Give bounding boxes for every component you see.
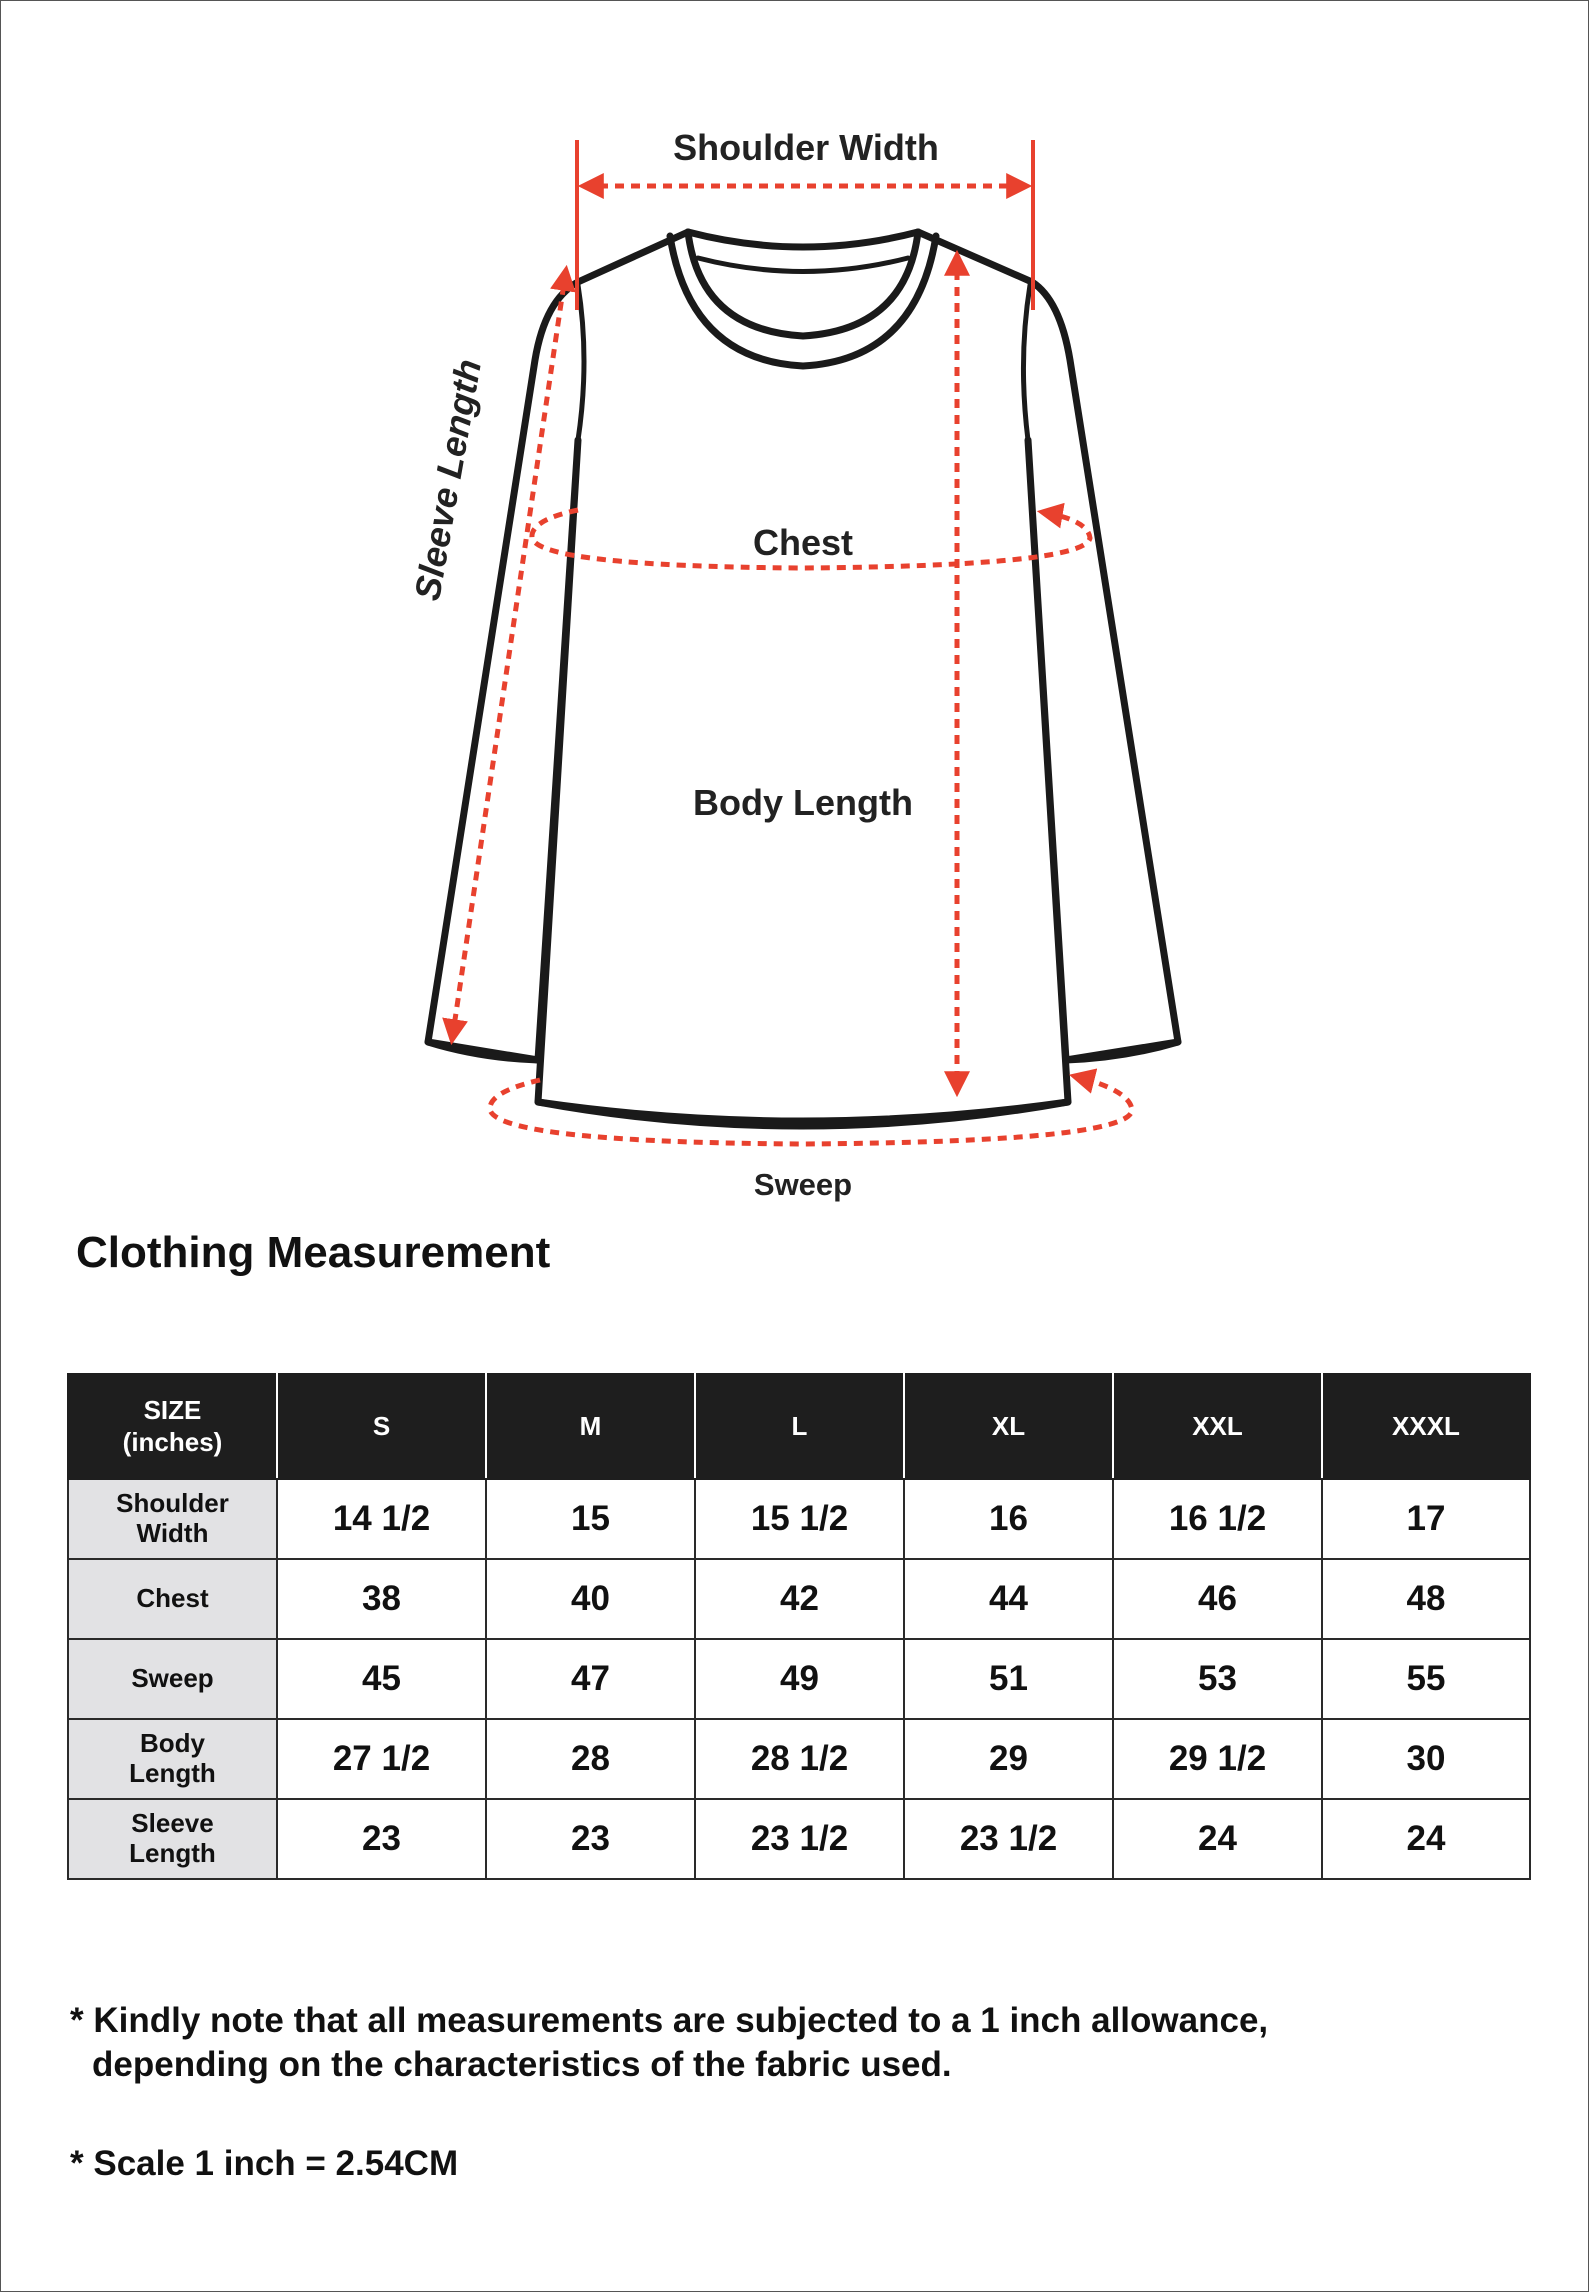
table-cell: 29 1/2 (1113, 1719, 1322, 1799)
header-size-line1: SIZE (143, 1395, 202, 1426)
header-size-m: M (486, 1374, 695, 1479)
table-cell: 24 (1322, 1799, 1530, 1879)
table-cell: 16 1/2 (1113, 1479, 1322, 1559)
header-size-line2: (inches) (122, 1426, 223, 1457)
table-cell: 30 (1322, 1719, 1530, 1799)
table-cell: 47 (486, 1639, 695, 1719)
row-label-chest (68, 1559, 277, 1639)
table-cell: 51 (904, 1639, 1113, 1719)
row-label-line1: Body (140, 1728, 205, 1759)
header-size-l: L (695, 1374, 904, 1479)
table-cell: 28 (486, 1719, 695, 1799)
table-row (68, 1719, 1530, 1799)
scale-note: * Scale 1 inch = 2.54CM (70, 2144, 459, 2183)
table-cell: 38 (277, 1559, 486, 1639)
table-cell: 16 (904, 1479, 1113, 1559)
table-cell: 27 1/2 (277, 1719, 486, 1799)
header-size-s: S (277, 1374, 486, 1479)
row-label-body-length (68, 1719, 277, 1799)
table-cell: 46 (1113, 1559, 1322, 1639)
table-cell: 23 (486, 1799, 695, 1879)
table-cell: 42 (695, 1559, 904, 1639)
header-size-xxxl: XXXL (1322, 1374, 1530, 1479)
table-cell: 23 1/2 (695, 1799, 904, 1879)
table-cell: 49 (695, 1639, 904, 1719)
row-label-shoulder-width (68, 1479, 277, 1559)
table-row (68, 1479, 1530, 1559)
row-label-line1: Sweep (131, 1663, 214, 1694)
table-cell: 40 (486, 1559, 695, 1639)
table-cell: 48 (1322, 1559, 1530, 1639)
row-label-line1: Shoulder (116, 1488, 229, 1519)
table-header-row (68, 1374, 1530, 1479)
section-title: Clothing Measurement (76, 1228, 551, 1277)
row-label-line1: Sleeve (131, 1808, 214, 1839)
header-size-label (68, 1374, 277, 1479)
row-label-sweep (68, 1639, 277, 1719)
label-shoulder-width: Shoulder Width (673, 127, 939, 168)
table-cell: 53 (1113, 1639, 1322, 1719)
table-cell: 24 (1113, 1799, 1322, 1879)
header-size-xxl: XXL (1113, 1374, 1322, 1479)
table-cell: 14 1/2 (277, 1479, 486, 1559)
table-cell: 17 (1322, 1479, 1530, 1559)
table-cell: 29 (904, 1719, 1113, 1799)
label-body-length: Body Length (693, 782, 913, 823)
allowance-note-line2: depending on the characteristics of the fabric used. (92, 2045, 952, 2084)
table-row (68, 1639, 1530, 1719)
table-cell: 28 1/2 (695, 1719, 904, 1799)
table-cell: 55 (1322, 1639, 1530, 1719)
allowance-note (70, 1999, 1268, 2087)
table-cell: 44 (904, 1559, 1113, 1639)
table-cell: 15 (486, 1479, 695, 1559)
shirt-outline (428, 232, 1178, 1126)
row-label-line2: Length (129, 1838, 216, 1868)
table-cell: 45 (277, 1639, 486, 1719)
label-sleeve-length: Sleeve Length (406, 356, 490, 604)
row-label-line2: Width (136, 1518, 209, 1548)
row-label-sleeve-length (68, 1799, 277, 1879)
table-cell: 23 1/2 (904, 1799, 1113, 1879)
size-chart-table (67, 1373, 1531, 1880)
allowance-note-line1: * Kindly note that all measurements are subjected to a 1 inch allowance, (70, 2001, 1269, 2040)
table-cell: 15 1/2 (695, 1479, 904, 1559)
label-sweep: Sweep (753, 1167, 853, 1202)
header-size-xl: XL (904, 1374, 1113, 1479)
table-row (68, 1559, 1530, 1639)
row-label-line2: Length (129, 1758, 216, 1788)
row-label-line1: Chest (136, 1583, 209, 1614)
table-row (68, 1799, 1530, 1879)
table-cell: 23 (277, 1799, 486, 1879)
label-chest: Chest (752, 522, 854, 563)
